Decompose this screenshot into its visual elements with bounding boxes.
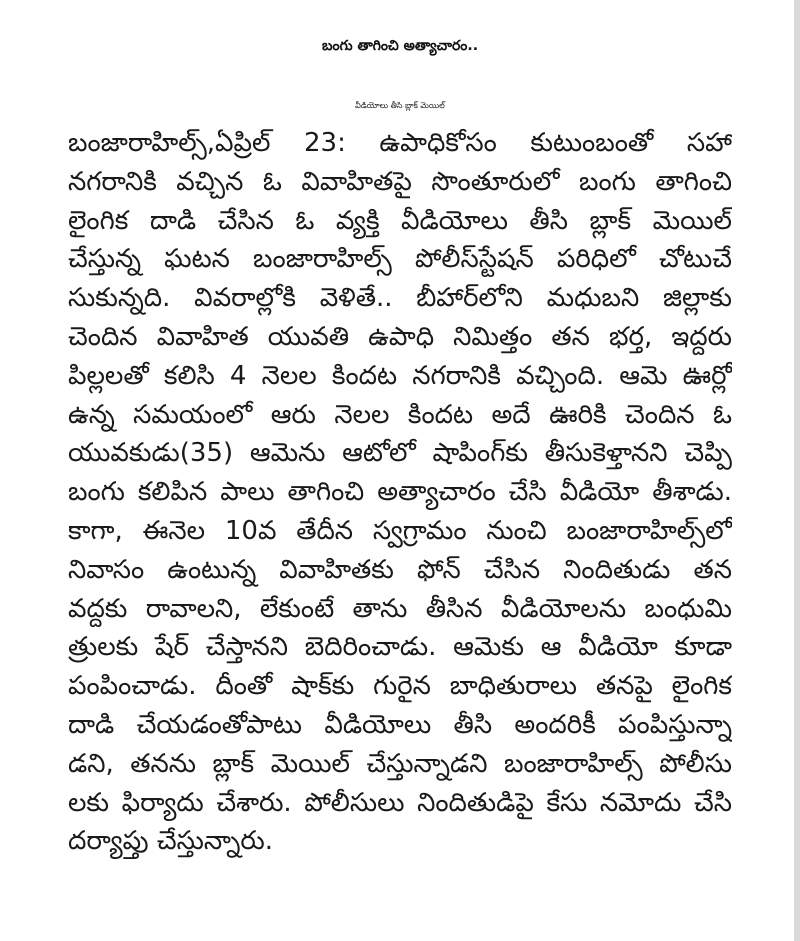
body-line: లకు ఫిర్యాదు చేశారు. పోలీసులు నిందితుడిపై కేసు నమోదు చేసి [68, 787, 732, 818]
headline: బంగు తాగించి అత్యాచారం.. [321, 38, 479, 54]
body-line: ఉన్న సమయంలో ఆరు నెలల కిందట అదే ఊరికి చెందిన ఓ [68, 399, 732, 430]
body-line: నివాసం ఉంటున్న వివాహితకు ఫోన్ చేసిన నిందితుడు తన [68, 554, 732, 585]
body-line: పిల్లలతో కలిసి 4 నెలల కిందట నగరానికి వచ్చింది. ఆమె ఊర్లో [68, 360, 732, 391]
body-line: బంగు కలిపిన పాలు తాగించి అత్యాచారం చేసి వీడియో తీశాడు. [68, 477, 732, 508]
body-line: నగరానికి వచ్చిన ఓ వివాహితపై సొంతూరులో బంగు తాగించి [68, 166, 732, 197]
body-line: దర్యాప్తు చేస్తున్నారు. [68, 826, 274, 857]
body-line: పంపించాడు. దీంతో షాక్‌కు గురైన బాధితురాలు తనపై లైంగిక [68, 671, 732, 702]
body-line: లైంగిక దాడి చేసిన ఓ వ్యక్తి వీడియోలు తీసి బ్లాక్ మెయిల్ [68, 205, 732, 236]
body-line: త్రులకు షేర్ చేస్తానని బెదిరించాడు. ఆమెకు ఆ వీడియో కూడా [68, 632, 732, 663]
body-line: వద్దకు రావాలని, లేకుంటే తాను తీసిన వీడియోలను బంధుమి [68, 593, 732, 624]
body-line: సుకున్నది. వివరాల్లోకి వెళితే.. బీహార్‌లోని మధుబని జిల్లాకు [68, 283, 732, 314]
body-line: బంజారాహిల్స్,ఏప్రిల్ 23: ఉపాధికోసం కుటుంబంతో సహా [68, 128, 732, 158]
subheadline: వీడియోలు తీసి బ్లాక్ మెయిల్ [355, 101, 445, 110]
body-line: దాడి చేయడంతోపాటు వీడియోలు తీసి అందరికీ పంపిస్తున్నా [68, 709, 732, 740]
article-body [68, 124, 732, 861]
body-line: డని, తనను బ్లాక్ మెయిల్ చేస్తున్నాడని బంజారాహిల్స్ పోలీసు [68, 748, 732, 779]
scan-edge [794, 0, 800, 941]
body-line: చేస్తున్న ఘటన బంజారాహిల్స్ పోలీస్‌స్టేషన్ పరిధిలో చోటుచే [68, 244, 732, 275]
body-line: చెందిన వివాహిత యువతి ఉపాధి నిమిత్తం తన భర్త, ఇద్దరు [68, 321, 732, 352]
body-line: యువకుడు(35) ఆమెను ఆటోలో షాపింగ్‌కు తీసుకెళ్తానని చెప్పి [68, 438, 732, 469]
body-line: కాగా, ఈనెల 10వ తేదీన స్వగ్రామం నుంచి బంజారాహిల్స్‌లో [68, 515, 732, 546]
